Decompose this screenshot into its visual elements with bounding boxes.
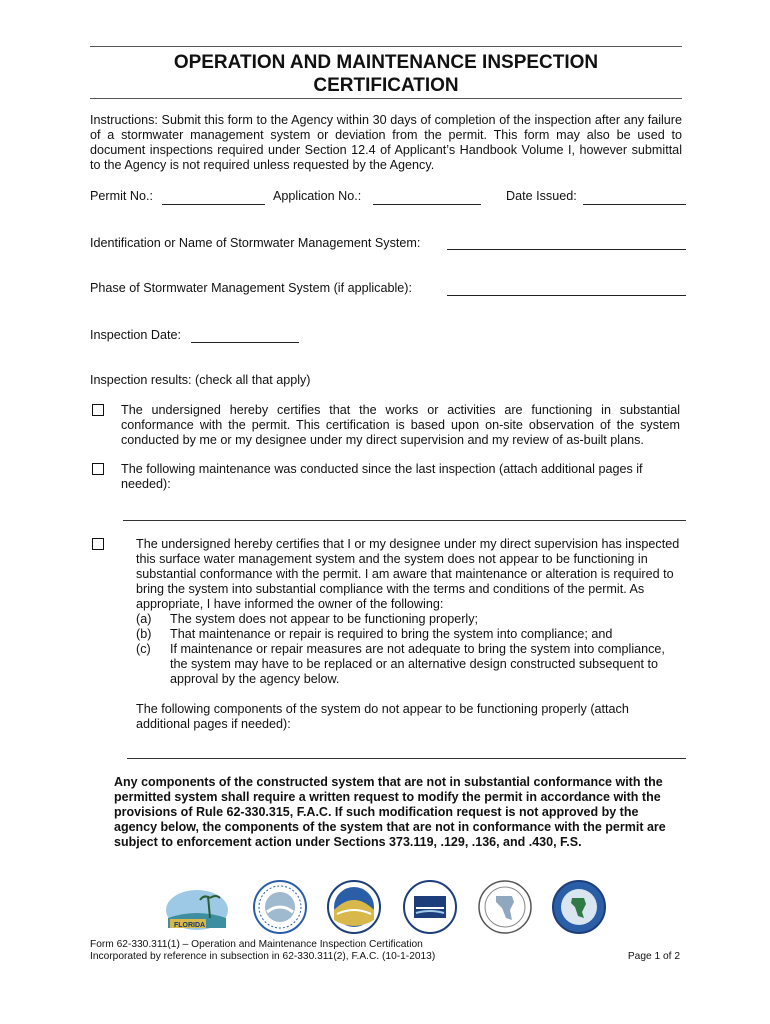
option-1-text: The undersigned hereby certifies that the works or activities are functioning in substantial conformance with the permit. This certification is based upon on-site observation of the system conducted by me or my designee under my direct supervision and my review of as-built plans.: [121, 403, 680, 447]
phase-field[interactable]: [447, 281, 686, 296]
south-florida-wmd-seal: [552, 880, 606, 934]
florida-text: FLORIDA: [174, 922, 206, 929]
permit-no-field[interactable]: [162, 190, 265, 205]
st-johns-river-wmd-logo: [403, 880, 457, 934]
form-title: [90, 51, 682, 97]
results-heading: Inspection results: (check all that apply): [90, 373, 311, 387]
option-1-checkbox[interactable]: [92, 404, 104, 416]
item-a-label: (a): [136, 612, 152, 626]
inspection-date-label: Inspection Date:: [90, 328, 182, 342]
option-3-item-a: [136, 612, 684, 627]
sw-florida-wmd-seal: [478, 880, 532, 934]
option-3-item-c: [136, 642, 684, 687]
item-b-label: (b): [136, 627, 152, 641]
option-2-text: The following maintenance was conducted since the last inspection (attach additional pages if needed):: [121, 462, 643, 491]
application-no-field[interactable]: [373, 190, 481, 205]
option-3-item-b: [136, 627, 684, 642]
permit-no-label: Permit No.:: [90, 189, 153, 203]
suwannee-river-wmd-seal: [327, 880, 381, 934]
item-a-text: The system does not appear to be functioning properly;: [170, 612, 479, 626]
top-rule: [90, 46, 682, 47]
page-number: Page 1 of 2: [627, 951, 680, 962]
system-name-field[interactable]: [447, 235, 686, 250]
date-issued-field[interactable]: [583, 190, 686, 205]
maintenance-notes-line[interactable]: [123, 520, 686, 521]
components-notes-line[interactable]: [127, 758, 686, 759]
option-3-text: The undersigned hereby certifies that I or my designee under my direct supervision has inspected this surface water management system and the system does not appear to be functioning in substantial conformance with the permit. I am aware that maintenance or alteration is required to bring the system into substantial compliance with the terms and conditions of the permit. As appropriate, I have informed the owner of the following:: [136, 537, 680, 611]
title-rule: [90, 98, 682, 99]
system-name-label: Identification or Name of Stormwater Management System:: [90, 236, 421, 250]
title-line-2: CERTIFICATION: [313, 75, 459, 96]
item-c-label: (c): [136, 642, 151, 656]
option-3-checkbox[interactable]: [92, 538, 104, 550]
permit-row: [90, 189, 153, 203]
application-no-label: Application No.:: [273, 189, 362, 203]
inspection-date-field[interactable]: [191, 328, 299, 343]
footer-form-id: Form 62-330.311(1) – Operation and Maintenance Inspection Certification: [90, 939, 423, 950]
option-2-checkbox[interactable]: [92, 463, 104, 475]
date-issued-label: Date Issued:: [506, 189, 577, 203]
nw-florida-wmd-seal: [253, 880, 307, 934]
components-text: The following components of the system do not appear to be functioning properly (attach additional pages if needed):: [136, 702, 629, 731]
item-b-text: That maintenance or repair is required to bring the system into compliance; and: [170, 627, 613, 641]
title-line-1: OPERATION AND MAINTENANCE INSPECTION: [173, 52, 599, 73]
item-c-text: If maintenance or repair measures are not adequate to bring the system into compliance, the system may have to be replaced or an alternative design constructed subsequent to approval by the agency below.: [170, 642, 665, 686]
florida-dep-logo: [164, 888, 230, 934]
warning-text: Any components of the constructed system that are not in substantial conformance with the permitted system shall require a written request to modify the permit in accordance with the provisions of Rule 62-330.315, F.A.C. If such modification request is not approved by the agency below, the components of the system that are not in conformance with the permit are subject to enforcement action under Sections 373.119, .129, .136, and .430, F.S.: [114, 775, 666, 849]
footer-incorporation: Incorporated by reference in subsection in 62-330.311(2), F.A.C. (10-1-2013): [90, 951, 436, 962]
instructions: Instructions: Submit this form to the Agency within 30 days of completion of the inspection after any failure of a stormwater management system or deviation from the permit. This form may also be used to document inspections required under Section 12.4 of Applicant’s Handbook Volume I, however submittal to the Agency is not required unless requested by the Agency.: [90, 113, 682, 172]
phase-label: Phase of Stormwater Management System (if applicable):: [90, 281, 412, 295]
